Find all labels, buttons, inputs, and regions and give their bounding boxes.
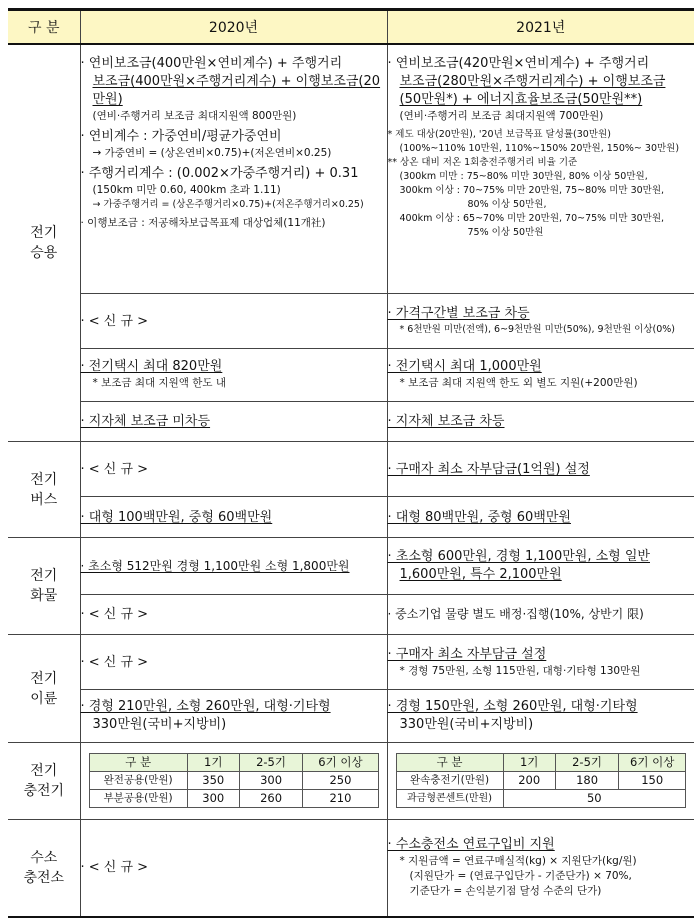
- ev-car-2020-taxi: [80, 349, 387, 402]
- ev-car-row-1: [8, 44, 694, 294]
- text-line: * 지원금액 = 연료구매실적(kg) × 지원단가(kg/원): [399, 855, 637, 868]
- text-line: 330만원(국비+지방비): [399, 716, 534, 732]
- text-line: · 지자체 보조금 미차등: [80, 414, 211, 430]
- table-header-cell: 6기 이상: [619, 754, 686, 772]
- ev-car-2021-local: [387, 401, 694, 442]
- text-line: · 구매자 최소 자부담금(1억원) 설정: [387, 461, 590, 477]
- text-line: · 가격구간별 보조금 차등: [387, 306, 530, 322]
- text-line: · 수소충전소 연료구입비 지원: [387, 837, 555, 853]
- table-row: [89, 790, 378, 808]
- charger-table-header: [89, 754, 378, 772]
- category-h2-station: [8, 819, 80, 917]
- table-cell: 완전공용(만원): [89, 772, 187, 790]
- text-line: · < 신 규 >: [80, 313, 149, 329]
- table-header-cell: 6기 이상: [303, 754, 378, 772]
- ev-2wheel-row-1: [8, 635, 694, 690]
- table-cell: 180: [555, 772, 619, 790]
- text-line: (150km 미만 0.60, 400km 초과 1.11): [92, 184, 281, 196]
- h2-station-row: [8, 819, 694, 917]
- table-cell: 50: [503, 790, 685, 808]
- text-line: · 대형 100백만원, 중형 60백만원: [80, 509, 273, 525]
- ev-bus-2020-amount: [80, 497, 387, 538]
- category-ev-charger: [8, 742, 80, 819]
- text-line: 75% 이상 50만원: [467, 227, 544, 238]
- table-cell: 210: [303, 790, 378, 808]
- category-ev-2wheel-label: 전기 이륜: [30, 670, 58, 707]
- ev-bus-2020-new: [80, 442, 387, 497]
- ev-truck-2020-new: [80, 594, 387, 635]
- text-line: → 가중주행거리 = (상온주행거리×0.75)+(저온주행거리×0.25): [92, 199, 364, 210]
- text-line: → 가중연비 = (상온연비×0.75)+(저온연비×0.25): [92, 147, 332, 159]
- text-line: · 중소기업 물량 별도 배정·집행(10%, 상반기 限): [387, 607, 644, 622]
- text-line: 400km 이상 : 65~70% 미만 20만원, 70~75% 미만 30만원,: [399, 213, 665, 224]
- text-line: ** 상온 대비 저온 1회충전주행거리 비율 기준: [387, 157, 578, 168]
- table-row: [89, 772, 378, 790]
- ev-truck-row-1: [8, 537, 694, 594]
- text-line: · 전기택시 최대 820만원: [80, 359, 223, 375]
- text-line: · 구매자 최소 자부담금 설정: [387, 646, 547, 662]
- text-line: (100%~110% 10만원, 110%~150% 20만원, 150%~ 30만원): [399, 143, 680, 154]
- text-line: 300km 이상 : 70~75% 미만 20만원, 75~80% 미만 30만원,: [399, 185, 665, 196]
- ev-car-2020-formula: [80, 44, 387, 294]
- ev-car-2021-formula: [387, 44, 694, 294]
- text-line: (연비·주행거리 보조금 최대지원액 700만원): [399, 110, 604, 122]
- text-line: · 경형 150만원, 소형 260만원, 대형·기타형: [387, 698, 638, 714]
- ev-bus-row-2: [8, 497, 694, 538]
- text-line: · 초소형 600만원, 경형 1,100만원, 소형 일반: [387, 548, 650, 564]
- ev-2wheel-2021-selfpay: [387, 635, 694, 690]
- category-ev-car: [8, 44, 80, 442]
- ev-truck-2020-amount: [80, 537, 387, 594]
- category-ev-truck-label: 전기 화물: [30, 568, 58, 605]
- table-row: [396, 790, 686, 808]
- header-row: [8, 10, 694, 45]
- text-line: · 경형 210만원, 소형 260만원, 대형·기타형: [80, 698, 331, 714]
- category-h2-station-label: 수소 충전소: [23, 849, 65, 886]
- charger-table-2021: [396, 753, 687, 808]
- charger-table-2020: [89, 753, 379, 808]
- table-header-cell: 구 분: [89, 754, 187, 772]
- table-header-cell: 구 분: [396, 754, 503, 772]
- table-row: [396, 772, 686, 790]
- table-header-cell: 1기: [187, 754, 239, 772]
- table-cell: 과금형콘센트(만원): [396, 790, 503, 808]
- text-line: (지원단가 = (연료구입단가 - 기준단가) × 70%,: [409, 870, 632, 883]
- table-cell: 250: [303, 772, 378, 790]
- text-line: 보조금(400만원×주행거리계수) + 이행보조금(20만원): [92, 74, 381, 107]
- text-line: · 연비계수 : 가중연비/평균가중연비: [80, 129, 282, 144]
- ev-car-2021-price-tier: [387, 294, 694, 349]
- table-cell: 부분공용(만원): [89, 790, 187, 808]
- text-line: * 6천만원 미만(전액), 6~9천만원 미만(50%), 9천만원 이상(0%): [399, 324, 675, 336]
- table-cell: 150: [619, 772, 686, 790]
- table-header-cell: 2-5기: [555, 754, 619, 772]
- text-line: · < 신 규 >: [80, 654, 149, 670]
- category-ev-2wheel: [8, 635, 80, 743]
- text-line: * 제도 대상(20만원), '20년 보급목표 달성률(30만원): [387, 129, 611, 140]
- ev-bus-2021-amount: [387, 497, 694, 538]
- text-line: · 이행보조금 : 저공해차보급목표제 대상업체(11개社): [80, 217, 326, 229]
- category-ev-charger-label: 전기 충전기: [23, 762, 65, 799]
- ev-truck-2021-amount: [387, 537, 694, 594]
- ev-car-2020-price-tier: [80, 294, 387, 349]
- table-cell: 260: [239, 790, 303, 808]
- text-line: (50만원*) + 에너지효율보조금(50만원**): [399, 92, 643, 107]
- charger-table-header: [396, 754, 686, 772]
- text-line: · < 신 규 >: [80, 461, 149, 477]
- ev-bus-row-1: [8, 442, 694, 497]
- text-line: 1,600만원, 특수 2,100만원: [399, 566, 562, 582]
- ev-truck-2021-sme: [387, 594, 694, 635]
- ev-car-2021-taxi: [387, 349, 694, 402]
- text-line: (300km 미만 : 75~80% 미만 30만원, 80% 이상 50만원,: [399, 171, 648, 182]
- text-line: · 연비보조금(400만원×연비계수) + 주행거리: [80, 56, 343, 71]
- text-line: · < 신 규 >: [80, 860, 149, 876]
- ev-charger-2020: [80, 742, 387, 819]
- table-cell: 200: [503, 772, 555, 790]
- ev-bus-2021-selfpay: [387, 442, 694, 497]
- h2-station-2021-fuel: [387, 819, 694, 917]
- ev-2wheel-2020-amount: [80, 690, 387, 743]
- header-2020: 2020년: [80, 10, 387, 45]
- text-line: · 대형 80백만원, 중형 60백만원: [387, 509, 571, 525]
- ev-car-row-4: [8, 401, 694, 442]
- category-ev-bus-label: 전기 버스: [30, 471, 58, 508]
- text-line: * 경형 75만원, 소형 115만원, 대형·기타형 130만원: [399, 664, 641, 677]
- ev-2wheel-2020-new: [80, 635, 387, 690]
- ev-car-2020-local: [80, 401, 387, 442]
- ev-car-row-3: [8, 349, 694, 402]
- text-line: 330만원(국비+지방비): [92, 716, 227, 732]
- table-cell: 300: [239, 772, 303, 790]
- text-line: 보조금(280만원×주행거리계수) + 이행보조금: [399, 74, 666, 89]
- table-cell: 350: [187, 772, 239, 790]
- text-line: * 보조금 최대 지원액 한도 외 별도 지원(+200만원): [399, 377, 638, 390]
- text-line: · 전기택시 최대 1,000만원: [387, 359, 542, 375]
- h2-station-2020-new: [80, 819, 387, 917]
- subsidy-comparison-table: [8, 8, 694, 918]
- ev-car-row-2: [8, 294, 694, 349]
- ev-2wheel-2021-amount: [387, 690, 694, 743]
- table-cell: 300: [187, 790, 239, 808]
- text-line: · 연비보조금(420만원×연비계수) + 주행거리: [387, 56, 650, 71]
- table-header-cell: 2-5기: [239, 754, 303, 772]
- text-line: · 주행거리계수 : (0.002×가중주행거리) + 0.31: [80, 166, 359, 181]
- category-ev-truck: [8, 537, 80, 634]
- table-cell: 완속충전기(만원): [396, 772, 503, 790]
- ev-charger-row: [8, 742, 694, 819]
- category-ev-car-label: 전기 승용: [30, 225, 58, 262]
- text-line: · < 신 규 >: [80, 606, 149, 622]
- text-line: * 보조금 최대 지원액 한도 내: [92, 377, 227, 390]
- ev-truck-row-2: [8, 594, 694, 635]
- text-line: (연비·주행거리 보조금 최대지원액 800만원): [92, 110, 297, 122]
- text-line: · 지자체 보조금 차등: [387, 414, 505, 430]
- ev-2wheel-row-2: [8, 690, 694, 743]
- header-2021: 2021년: [387, 10, 694, 45]
- table-header-cell: 1기: [503, 754, 555, 772]
- category-ev-bus: [8, 442, 80, 537]
- subsidy-comparison-sheet: [8, 8, 694, 918]
- text-line: 80% 이상 50만원,: [467, 199, 547, 210]
- ev-charger-2021: [387, 742, 694, 819]
- header-category: 구 분: [8, 10, 80, 45]
- text-line: · 초소형 512만원 경형 1,100만원 소형 1,800만원: [80, 558, 350, 573]
- text-line: 기준단가 = 손익분기점 달성 수준의 단가): [409, 885, 602, 898]
